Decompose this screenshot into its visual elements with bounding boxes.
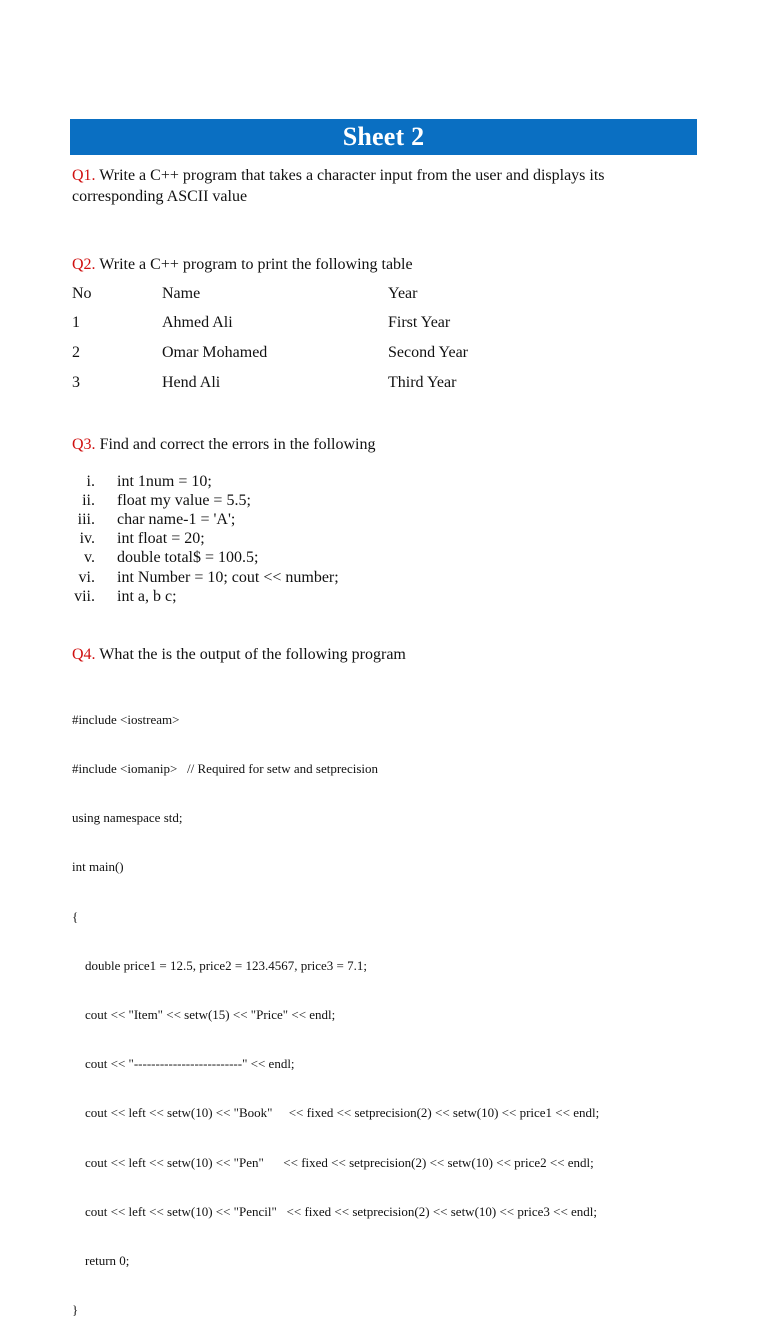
table-cell: 1: [72, 314, 80, 331]
error-item-code: int a, b c;: [117, 588, 177, 605]
error-item-number: ii.: [82, 492, 95, 509]
table-header-no: No: [72, 285, 92, 302]
error-item-code: int 1num = 10;: [117, 473, 212, 490]
code-line: #include <iomanip> // Required for setw and setprecision: [72, 761, 379, 777]
code-line: return 0;: [72, 1253, 130, 1269]
error-item-number: v.: [84, 549, 95, 566]
question-2-text: Write a C++ program to print the following table: [95, 256, 413, 273]
code-line: int main(): [72, 859, 124, 875]
code-line: cout << left << setw(10) << "Book" << fixed << setprecision(2) << setw(10) << price1 << endl;: [72, 1105, 600, 1121]
question-3-number: Q3.: [72, 436, 96, 453]
table-cell: Second Year: [388, 344, 468, 361]
question-3: [72, 434, 682, 455]
table-cell: Omar Mohamed: [162, 344, 268, 361]
error-item-code: int float = 20;: [117, 530, 205, 547]
error-item-number: vi.: [78, 569, 95, 586]
table-cell: 3: [72, 374, 80, 391]
table-cell: Hend Ali: [162, 374, 221, 391]
code-line: {: [72, 908, 79, 924]
table-header-name: Name: [162, 285, 201, 302]
table-cell: Ahmed Ali: [162, 314, 233, 331]
error-item-number: iv.: [79, 530, 95, 547]
question-4: [72, 644, 682, 665]
code-line: using namespace std;: [72, 810, 183, 826]
code-block: [72, 679, 599, 1335]
error-item-code: float my value = 5.5;: [117, 492, 251, 509]
table-cell: 2: [72, 344, 80, 361]
error-item-code: int Number = 10; cout << number;: [117, 569, 339, 586]
question-4-text: What the is the output of the following program: [95, 646, 406, 663]
question-1-text: Write a C++ program that takes a character input from the user and displays its corresponding ASCII value: [72, 167, 605, 205]
question-2-number: Q2.: [72, 256, 96, 273]
code-line: cout << left << setw(10) << "Pen" << fixed << setprecision(2) << setw(10) << price2 << endl;: [72, 1154, 594, 1170]
question-3-text: Find and correct the errors in the following: [95, 436, 376, 453]
error-item-number: i.: [86, 473, 95, 490]
sheet-title: Sheet 2: [342, 122, 425, 151]
error-item-number: vii.: [74, 588, 95, 605]
code-line: #include <iostream>: [72, 711, 180, 727]
question-4-number: Q4.: [72, 646, 96, 663]
error-item-code: char name-1 = 'A';: [117, 511, 236, 528]
question-2: [72, 254, 682, 275]
table-cell: First Year: [388, 314, 451, 331]
error-item-code: double total$ = 100.5;: [117, 549, 259, 566]
table-header-year: Year: [388, 285, 418, 302]
table-cell: Third Year: [388, 374, 457, 391]
code-line: double price1 = 12.5, price2 = 123.4567, price3 = 7.1;: [72, 957, 367, 973]
sheet-title-bar: [70, 119, 697, 155]
question-1-number: Q1.: [72, 167, 96, 184]
code-line: cout << "-------------------------" << endl;: [72, 1056, 295, 1072]
code-line: cout << left << setw(10) << "Pencil" << fixed << setprecision(2) << setw(10) << price3 << endl;: [72, 1203, 598, 1219]
error-item-number: iii.: [77, 511, 95, 528]
code-line: cout << "Item" << setw(15) << "Price" << endl;: [72, 1007, 336, 1023]
code-line: }: [72, 1302, 79, 1318]
question-1: [72, 165, 682, 207]
